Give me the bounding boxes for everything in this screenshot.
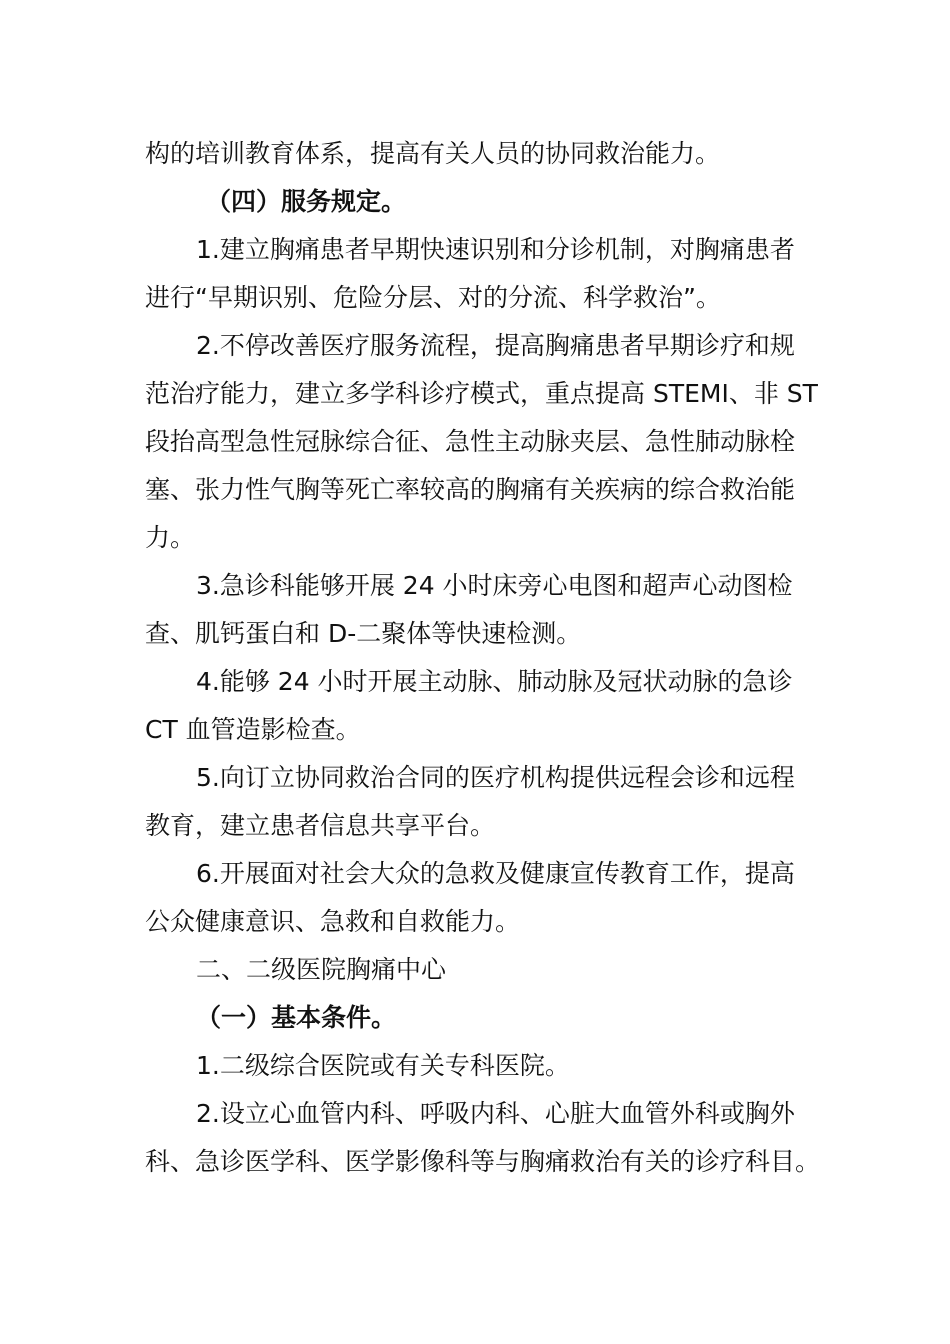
paragraph-line: 教育，建立患者信息共享平台。 [145,811,496,840]
paragraph-line: 6.开展面对社会大众的急救及健康宣传教育工作，提高 [196,859,795,888]
section-heading: （一）基本条件。 [196,1003,397,1032]
paragraph-line: CT 血管造影检查。 [145,715,361,744]
paragraph-line: 范治疗能力，建立多学科诊疗模式，重点提高 STEMI、非 ST [145,379,818,408]
paragraph-line: 1.二级综合医院或有关专科医院。 [196,1051,570,1080]
paragraph-line: 构的培训教育体系，提高有关人员的协同救治能力。 [145,139,721,168]
paragraph-line: 2.设立心血管内科、呼吸内科、心脏大血管外科或胸外 [196,1099,795,1128]
paragraph-line: 段抬高型急性冠脉综合征、急性主动脉夹层、急性肺动脉栓 [145,427,796,456]
paragraph-line: 4.能够 24 小时开展主动脉、肺动脉及冠状动脉的急诊 [196,667,793,696]
paragraph-line: 进行“早期识别、危险分层、对的分流、科学救治”。 [145,283,721,312]
paragraph-line: 查、肌钙蛋白和 D-二聚体等快速检测。 [145,619,582,648]
paragraph-line: 公众健康意识、急救和自救能力。 [145,907,521,936]
chapter-heading: 二、二级医院胸痛中心 [196,955,447,984]
paragraph-line: 2.不停改善医疗服务流程，提高胸痛患者早期诊疗和规 [196,331,795,360]
paragraph-line: 3.急诊科能够开展 24 小时床旁心电图和超声心动图检 [196,571,793,600]
section-heading: （四）服务规定。 [206,187,407,216]
paragraph-line: 1.建立胸痛患者早期快速识别和分诊机制，对胸痛患者 [196,235,795,264]
paragraph-line: 力。 [145,523,196,552]
paragraph-line: 科、急诊医学科、医学影像科等与胸痛救治有关的诊疗科目。 [145,1147,821,1176]
paragraph-line: 塞、张力性气胸等死亡率较高的胸痛有关疾病的综合救治能 [145,475,796,504]
paragraph-line: 5.向订立协同救治合同的医疗机构提供远程会诊和远程 [196,763,795,792]
